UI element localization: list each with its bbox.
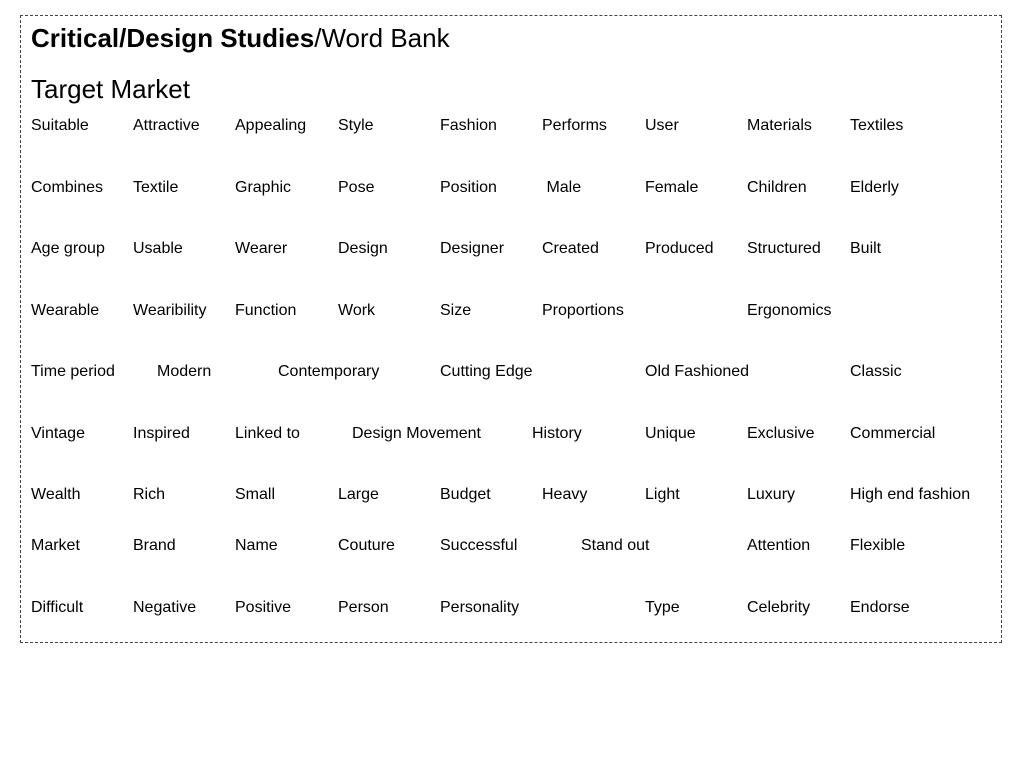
word-bank-term: Brand	[133, 537, 176, 554]
word-bank-term: Linked to	[235, 425, 300, 442]
word-bank-term: Time period	[31, 363, 115, 380]
word-bank-term: Performs	[542, 117, 607, 134]
word-bank-term: Position	[440, 179, 497, 196]
word-bank-term: Unique	[645, 425, 696, 442]
word-bank-term: Attractive	[133, 117, 200, 134]
word-bank-term: Old Fashioned	[645, 363, 750, 380]
word-bank-term: Stand out	[581, 537, 650, 554]
word-bank-term: Size	[440, 302, 472, 319]
word-bank-term: Luxury	[747, 486, 796, 503]
word-bank-term: Name	[235, 537, 278, 554]
word-bank-term: Attention	[747, 537, 811, 554]
word-bank-term: Modern	[157, 363, 212, 380]
word-bank-term: Textiles	[850, 117, 904, 134]
word-bank-term: Male	[542, 179, 582, 196]
word-bank-term: Produced	[645, 240, 714, 257]
word-bank-term: Style	[338, 117, 374, 134]
word-bank-term: Successful	[440, 537, 518, 554]
word-bank-term: High end fashion	[850, 486, 971, 503]
word-bank-term: Commercial	[850, 425, 936, 442]
word-bank-term: Design Movement	[352, 425, 481, 442]
word-bank-term: Light	[645, 486, 680, 503]
word-bank-term: Work	[338, 302, 376, 319]
word-bank-term: Combines	[31, 179, 104, 196]
word-bank-term: Inspired	[133, 425, 190, 442]
word-bank-term: Graphic	[235, 179, 292, 196]
word-bank-term: Celebrity	[747, 599, 811, 616]
word-bank-term: Appealing	[235, 117, 307, 134]
title-critical: Critical	[31, 23, 120, 53]
word-bank-term: Negative	[133, 599, 197, 616]
word-bank-term: Pose	[338, 179, 375, 196]
word-bank-term: Age group	[31, 240, 105, 257]
page-title	[31, 22, 450, 54]
word-bank-term: Wearable	[31, 302, 100, 319]
word-bank-term: Person	[338, 599, 389, 616]
word-bank-term: Textile	[133, 179, 179, 196]
word-bank-term: User	[645, 117, 679, 134]
word-bank-term: Fashion	[440, 117, 497, 134]
word-bank-term: Type	[645, 599, 680, 616]
word-bank-term: Large	[338, 486, 379, 503]
word-bank-term: Female	[645, 179, 699, 196]
word-bank-term: Small	[235, 486, 276, 503]
section-heading: Target Market	[31, 74, 190, 104]
word-bank-term: Personality	[440, 599, 520, 616]
word-bank-term: Designer	[440, 240, 505, 257]
word-bank-term: Rich	[133, 486, 166, 503]
word-bank-term: Wearibility	[133, 302, 207, 319]
word-bank-term: Exclusive	[747, 425, 815, 442]
title-word-bank: /Word Bank	[314, 23, 450, 53]
word-bank-term: Endorse	[850, 599, 910, 616]
word-bank-term: Wealth	[31, 486, 81, 503]
word-bank-term: Materials	[747, 117, 812, 134]
title-design-studies: Design Studies	[126, 23, 315, 53]
word-bank-term: Classic	[850, 363, 902, 380]
word-bank-term: Wearer	[235, 240, 288, 257]
word-bank-term: Children	[747, 179, 807, 196]
word-bank-term: Positive	[235, 599, 292, 616]
title-separator: /	[119, 23, 127, 53]
word-bank-term: Created	[542, 240, 599, 257]
word-bank-term: Design	[338, 240, 388, 257]
word-bank-term: Cutting Edge	[440, 363, 533, 380]
word-bank-term: Function	[235, 302, 297, 319]
word-bank-term: History	[532, 425, 582, 442]
word-bank-term: Elderly	[850, 179, 899, 196]
word-bank-term: Suitable	[31, 117, 89, 134]
word-bank-term: Ergonomics	[747, 302, 832, 319]
word-bank-term: Proportions	[542, 302, 624, 319]
word-bank-term: Couture	[338, 537, 395, 554]
word-bank-term: Difficult	[31, 599, 84, 616]
word-bank-term: Market	[31, 537, 80, 554]
word-bank-term: Built	[850, 240, 882, 257]
word-bank-term: Heavy	[542, 486, 588, 503]
word-bank-term: Structured	[747, 240, 821, 257]
word-bank-term: Contemporary	[278, 363, 380, 380]
word-bank-term: Flexible	[850, 537, 906, 554]
word-bank-term: Budget	[440, 486, 491, 503]
word-bank-term: Usable	[133, 240, 183, 257]
word-bank-term: Vintage	[31, 425, 85, 442]
